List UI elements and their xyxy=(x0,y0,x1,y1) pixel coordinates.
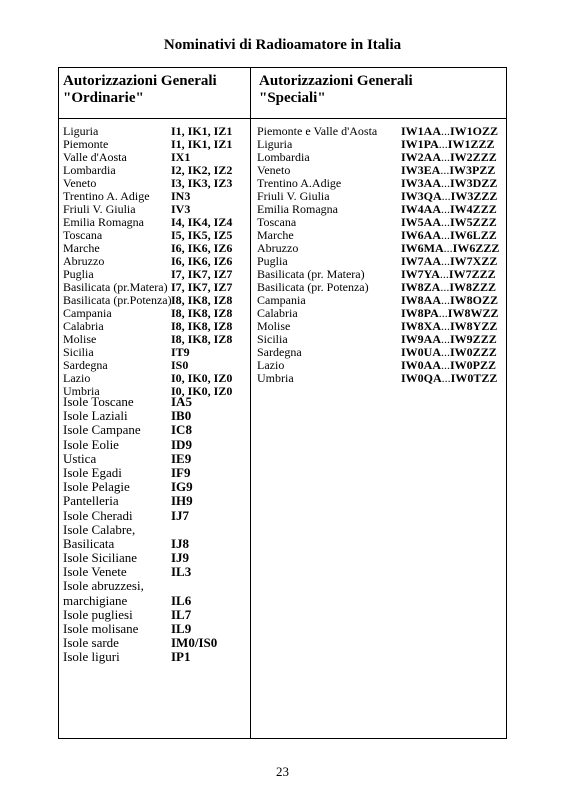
speciali-region-name: Emilia Romagna xyxy=(257,202,338,216)
ordinarie-region-name: Valle d'Aosta xyxy=(63,150,127,164)
speciali-region-name: Veneto xyxy=(257,163,291,177)
isole-row xyxy=(63,594,245,608)
ordinarie-region-name: Basilicata (pr.Matera) xyxy=(63,280,168,294)
speciali-region-name: Liguria xyxy=(257,137,293,151)
ordinarie-region-name: Emilia Romagna xyxy=(63,215,144,229)
ordinarie-callsign: I8, IK8, IZ8 xyxy=(171,293,233,307)
page-title: Nominativi di Radioamatore in Italia xyxy=(163,37,402,53)
header-divider xyxy=(59,118,506,119)
isole-callsign: IL6 xyxy=(171,592,192,608)
range-separator: ... xyxy=(441,332,451,346)
ordinarie-callsign: IS0 xyxy=(171,358,189,372)
isole-region-name: Isole sarde xyxy=(63,635,119,651)
range-from: IW3AA xyxy=(401,176,442,190)
range-to: IW7XZZ xyxy=(450,254,498,268)
speciali-region-name: Lazio xyxy=(257,358,285,372)
page-number: 23 xyxy=(276,764,289,779)
range-from: IW7AA xyxy=(401,254,442,268)
header-speciali-line1: Autorizzazioni Generali xyxy=(259,73,413,89)
ordinarie-region-name: Friuli V. Giulia xyxy=(63,202,136,216)
ordinarie-callsign: I8, IK8, IZ8 xyxy=(171,332,233,346)
isole-list xyxy=(63,395,245,665)
ordinarie-callsign: I1, IK1, IZ1 xyxy=(171,137,233,151)
ordinarie-region-name: Campania xyxy=(63,306,112,320)
isole-row xyxy=(63,409,245,423)
ordinarie-region-name: Sicilia xyxy=(63,345,94,359)
ordinarie-region-name: Molise xyxy=(63,332,97,346)
range-from: IW3QA xyxy=(401,189,442,203)
range-to: IW6LZZ xyxy=(450,228,497,242)
isole-callsign: IH9 xyxy=(171,493,193,509)
isole-row xyxy=(63,395,245,409)
isole-row xyxy=(63,480,245,494)
range-separator: ... xyxy=(441,319,451,333)
isole-row xyxy=(63,509,245,523)
isole-row xyxy=(63,466,245,480)
isole-region-name: Isole Toscane xyxy=(63,394,134,409)
range-to: IW8YZZ xyxy=(450,319,498,333)
range-from: IW2AA xyxy=(401,150,442,164)
isole-region-name: Isole Egadi xyxy=(63,464,122,480)
isole-region-name: Isole Laziali xyxy=(63,408,128,424)
range-from: IW5AA xyxy=(401,215,442,229)
range-separator: ... xyxy=(438,306,448,320)
range-from: IW0AA xyxy=(401,358,442,372)
ordinarie-callsign: I5, IK5, IZ5 xyxy=(171,228,233,242)
isole-region-name: Isole Campane xyxy=(63,422,141,438)
isole-callsign: IJ7 xyxy=(171,507,190,523)
speciali-region-name: Lombardia xyxy=(257,150,310,164)
header-speciali-line2: "Speciali" xyxy=(259,90,326,106)
ordinarie-region-name: Umbria xyxy=(63,384,100,398)
ordinarie-region-name: Sardegna xyxy=(63,358,108,372)
ordinarie-callsign: IV3 xyxy=(171,202,191,216)
range-separator: ... xyxy=(441,124,451,138)
range-separator: ... xyxy=(441,202,451,216)
speciali-region-name: Piemonte e Valle d'Aosta xyxy=(257,124,378,138)
isole-callsign: IC8 xyxy=(171,422,192,438)
ordinarie-callsign: IT9 xyxy=(171,345,190,359)
range-to: IW8WZZ xyxy=(447,306,499,320)
range-from: IW4AA xyxy=(401,202,442,216)
speciali-region-name: Sardegna xyxy=(257,345,302,359)
range-to: IW1ZZZ xyxy=(447,137,495,151)
ordinarie-region-name: Trentino A. Adige xyxy=(63,189,150,203)
range-separator: ... xyxy=(441,345,451,359)
isole-region-name: Pantelleria xyxy=(63,493,119,509)
isole-row xyxy=(63,438,245,452)
isole-row xyxy=(63,622,245,636)
isole-callsign: IL9 xyxy=(171,621,192,636)
isole-region-name: marchigiane xyxy=(63,592,128,608)
ordinarie-region-name: Calabria xyxy=(63,319,104,333)
isole-row xyxy=(63,579,245,593)
range-from: IW1PA xyxy=(401,137,439,151)
isole-region-name: Isole pugliesi xyxy=(63,606,133,622)
speciali-region-name: Calabria xyxy=(257,306,298,320)
isole-row xyxy=(63,452,245,466)
ordinarie-callsign: I7, IK7, IZ7 xyxy=(171,267,233,281)
range-separator: ... xyxy=(441,215,451,229)
speciali-region-name: Puglia xyxy=(257,254,288,268)
isole-region-name: Isole liguri xyxy=(63,649,120,665)
speciali-region-name: Umbria xyxy=(257,371,294,385)
speciali-region-name: Abruzzo xyxy=(257,241,299,255)
ordinarie-region-name: Puglia xyxy=(63,267,94,281)
ordinarie-region-name: Lazio xyxy=(63,371,91,385)
ordinarie-callsign: I2, IK2, IZ2 xyxy=(171,163,233,177)
range-separator: ... xyxy=(440,280,450,294)
isole-region-name: Isole molisane xyxy=(63,621,139,636)
range-to: IW1OZZ xyxy=(450,124,499,138)
ordinarie-region-name: Basilicata (pr.Potenza) xyxy=(63,293,172,307)
speciali-region-name: Friuli V. Giulia xyxy=(257,189,330,203)
isole-callsign: IE9 xyxy=(171,450,192,466)
ordinarie-region-name: Lombardia xyxy=(63,163,116,177)
isole-callsign: IG9 xyxy=(171,479,193,495)
ordinarie-region-name: Veneto xyxy=(63,176,97,190)
range-separator: ... xyxy=(439,267,449,281)
range-separator: ... xyxy=(441,176,451,190)
ordinarie-callsign: I3, IK3, IZ3 xyxy=(171,176,233,190)
isole-row xyxy=(63,636,245,650)
range-from: IW9AA xyxy=(401,332,442,346)
ordinarie-callsign: I6, IK6, IZ6 xyxy=(171,241,233,255)
ordinarie-callsign: I0, IK0, IZ0 xyxy=(171,384,233,398)
isole-row xyxy=(63,423,245,437)
ordinarie-callsign: IX1 xyxy=(171,150,191,164)
range-separator: ... xyxy=(443,241,453,255)
isole-row xyxy=(63,650,245,664)
isole-region-name: Isole Cheradi xyxy=(63,507,133,523)
range-from: IW8PA xyxy=(401,306,439,320)
ordinarie-callsign: I7, IK7, IZ7 xyxy=(171,280,233,294)
range-from: IW3EA xyxy=(401,163,441,177)
speciali-region-name: Sicilia xyxy=(257,332,288,346)
isole-region-name: Isole Siciliane xyxy=(63,550,138,566)
speciali-region-name: Basilicata (pr. Potenza) xyxy=(257,280,369,294)
range-to: IW5ZZZ xyxy=(450,215,497,229)
isole-region-name: Ustica xyxy=(63,450,97,466)
range-to: IW3ZZZ xyxy=(450,189,498,203)
range-to: IW9ZZZ xyxy=(450,332,497,346)
range-from: IW1AA xyxy=(401,124,442,138)
column-divider xyxy=(250,68,251,738)
ordinarie-region-name: Liguria xyxy=(63,124,99,138)
range-separator: ... xyxy=(440,163,450,177)
range-to: IW3DZZ xyxy=(450,176,498,190)
range-from: IW8AA xyxy=(401,293,442,307)
isole-row xyxy=(63,537,245,551)
ordinarie-callsign: I6, IK6, IZ6 xyxy=(171,254,233,268)
range-separator: ... xyxy=(441,150,451,164)
range-to: IW6ZZZ xyxy=(452,241,500,255)
range-from: IW0QA xyxy=(401,371,442,385)
range-from: IW6AA xyxy=(401,228,442,242)
ordinarie-list xyxy=(63,125,245,398)
isole-region-name: Basilicata xyxy=(63,535,115,551)
range-from: IW6MA xyxy=(401,241,444,255)
ordinarie-callsign: I8, IK8, IZ8 xyxy=(171,319,233,333)
ordinarie-region-name: Toscana xyxy=(63,228,103,242)
callsign-table xyxy=(58,67,507,739)
speciali-region-name: Trentino A.Adige xyxy=(257,176,342,190)
speciali-region-name: Marche xyxy=(257,228,294,242)
range-from: IW8XA xyxy=(401,319,442,333)
range-to: IW2ZZZ xyxy=(450,150,497,164)
speciali-region-name: Molise xyxy=(257,319,291,333)
range-to: IW0TZZ xyxy=(450,371,498,385)
isole-region-name: Isole Calabre, xyxy=(63,521,136,537)
header-ordinarie xyxy=(63,73,217,107)
range-from: IW7YA xyxy=(401,267,440,281)
isole-region-name: Isole Pelagie xyxy=(63,479,130,495)
ordinarie-callsign: I8, IK8, IZ8 xyxy=(171,306,233,320)
ordinarie-region-name: Piemonte xyxy=(63,137,109,151)
speciali-list xyxy=(257,125,503,385)
header-speciali xyxy=(259,73,413,107)
isole-callsign: IF9 xyxy=(171,464,191,480)
range-separator: ... xyxy=(441,189,451,203)
isole-callsign: IP1 xyxy=(171,649,191,665)
isole-callsign: IB0 xyxy=(171,408,192,424)
range-to: IW3PZZ xyxy=(449,163,496,177)
speciali-callsign-range xyxy=(401,372,497,385)
range-from: IW8ZA xyxy=(401,280,441,294)
speciali-row xyxy=(257,372,503,385)
isole-row xyxy=(63,608,245,622)
range-to: IW8ZZZ xyxy=(449,280,497,294)
range-separator: ... xyxy=(441,254,451,268)
header-ordinarie-line2: "Ordinarie" xyxy=(63,90,144,106)
isole-callsign: IJ8 xyxy=(171,535,190,551)
range-separator: ... xyxy=(441,293,451,307)
isole-callsign: IJ9 xyxy=(171,550,190,566)
isole-row xyxy=(63,523,245,537)
range-to: IW8OZZ xyxy=(450,293,499,307)
ordinarie-callsign: I4, IK4, IZ4 xyxy=(171,215,233,229)
ordinarie-callsign: I1, IK1, IZ1 xyxy=(171,124,233,138)
isole-region-name: Isole Eolie xyxy=(63,436,119,452)
isole-callsign: IA5 xyxy=(171,394,192,409)
isole-callsign: IM0/IS0 xyxy=(171,635,218,651)
ordinarie-region-name: Abruzzo xyxy=(63,254,105,268)
isole-region-name: Isole Venete xyxy=(63,564,127,580)
isole-callsign: IL3 xyxy=(171,564,192,580)
isole-callsign: IL7 xyxy=(171,606,192,622)
speciali-region-name: Toscana xyxy=(257,215,297,229)
speciali-region-name: Basilicata (pr. Matera) xyxy=(257,267,365,281)
header-ordinarie-line1: Autorizzazioni Generali xyxy=(63,73,217,89)
range-separator: ... xyxy=(438,137,448,151)
range-to: IW0ZZZ xyxy=(450,345,497,359)
range-separator: ... xyxy=(441,358,451,372)
isole-region-name: Isole abruzzesi, xyxy=(63,578,144,594)
isole-row xyxy=(63,565,245,579)
range-to: IW4ZZZ xyxy=(450,202,497,216)
speciali-region-name: Campania xyxy=(257,293,306,307)
isole-row xyxy=(63,494,245,508)
range-separator: ... xyxy=(441,371,451,385)
range-from: IW0UA xyxy=(401,345,442,359)
range-to: IW0PZZ xyxy=(450,358,497,372)
range-to: IW7ZZZ xyxy=(448,267,496,281)
isole-callsign: ID9 xyxy=(171,436,192,452)
ordinarie-region-name: Marche xyxy=(63,241,100,255)
ordinarie-callsign: I0, IK0, IZ0 xyxy=(171,371,233,385)
isole-row xyxy=(63,551,245,565)
range-separator: ... xyxy=(441,228,451,242)
ordinarie-callsign: IN3 xyxy=(171,189,191,203)
